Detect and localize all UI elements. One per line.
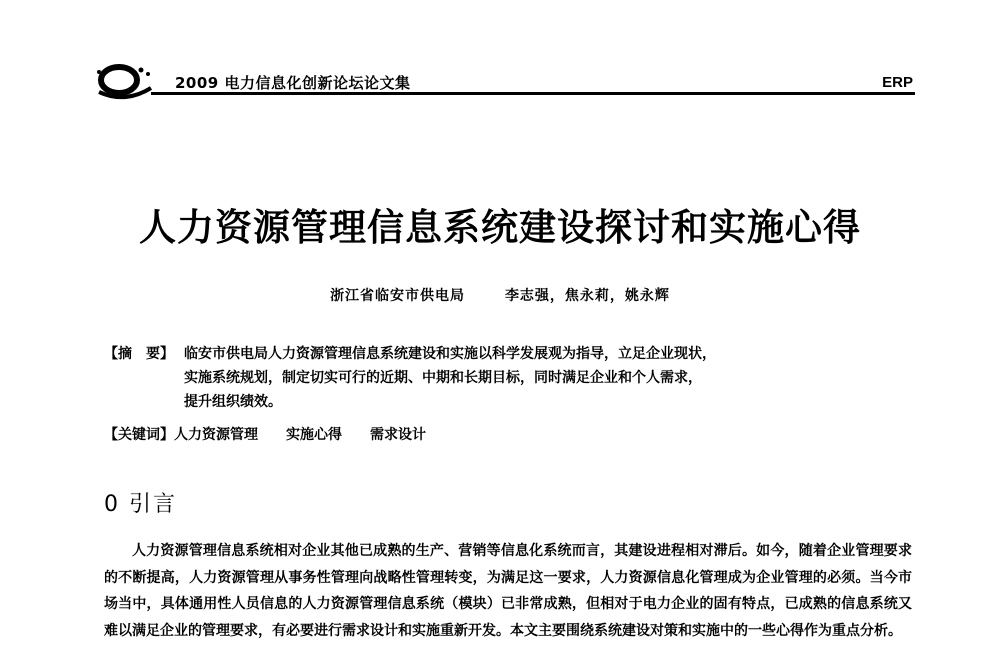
- abstract-label: 【摘 要】: [104, 346, 174, 362]
- section-tag: ERP: [882, 74, 913, 91]
- abstract-line: [104, 342, 844, 366]
- header-rule: [151, 92, 915, 95]
- abstract: [104, 342, 844, 414]
- paper-title: 人力资源管理信息系统建设探讨和实施心得: [139, 206, 861, 249]
- affiliation: 浙江省临安市供电局: [330, 288, 466, 304]
- body-text: [104, 538, 912, 644]
- section-heading: 0 引言: [104, 492, 177, 517]
- paragraph: 人力资源管理信息系统相对企业其他已成熟的生产、营销等信息化系统而言，其建设进程相对滞后。如今，随着企业管理要求的不断提高，人力资源管理从事务性管理向战略性管理转变，为满足这一要求，人力资源信息化管理成为企业管理的必须。当今市场当中，具体通用性人员信息的人力资源管理信息系统（模块）已非常成熟，但相对于电力企业的固有特点，已成熟的信息系统又难以满足企业的管理要求，有必要进行需求设计和实施重新开发。本文主要围绕系统建设对策和实施中的一些心得作为重点分析。: [104, 543, 912, 639]
- abstract-line: 提升组织绩效。: [184, 394, 282, 410]
- page-header: [95, 58, 915, 108]
- keyword: 实施心得: [286, 427, 342, 443]
- abstract-line: 实施系统规划，制定切实可行的近期、中期和长期目标，同时满足企业和个人需求，: [184, 370, 702, 386]
- conference-logo-icon: [95, 58, 155, 102]
- keyword: 需求设计: [370, 427, 426, 443]
- keyword: 人力资源管理: [174, 427, 258, 443]
- author-names: 李志强，焦永莉，姚永辉: [504, 288, 670, 304]
- abstract-text: 临安市供电局人力资源管理信息系统建设和实施以科学发展观为指导，立足企业现状，: [184, 346, 716, 362]
- keywords-label: 【关键词】: [104, 427, 174, 443]
- author-line: [0, 285, 1000, 305]
- keywords: [104, 424, 426, 444]
- running-header-title: 2009 电力信息化创新论坛论文集: [175, 74, 411, 92]
